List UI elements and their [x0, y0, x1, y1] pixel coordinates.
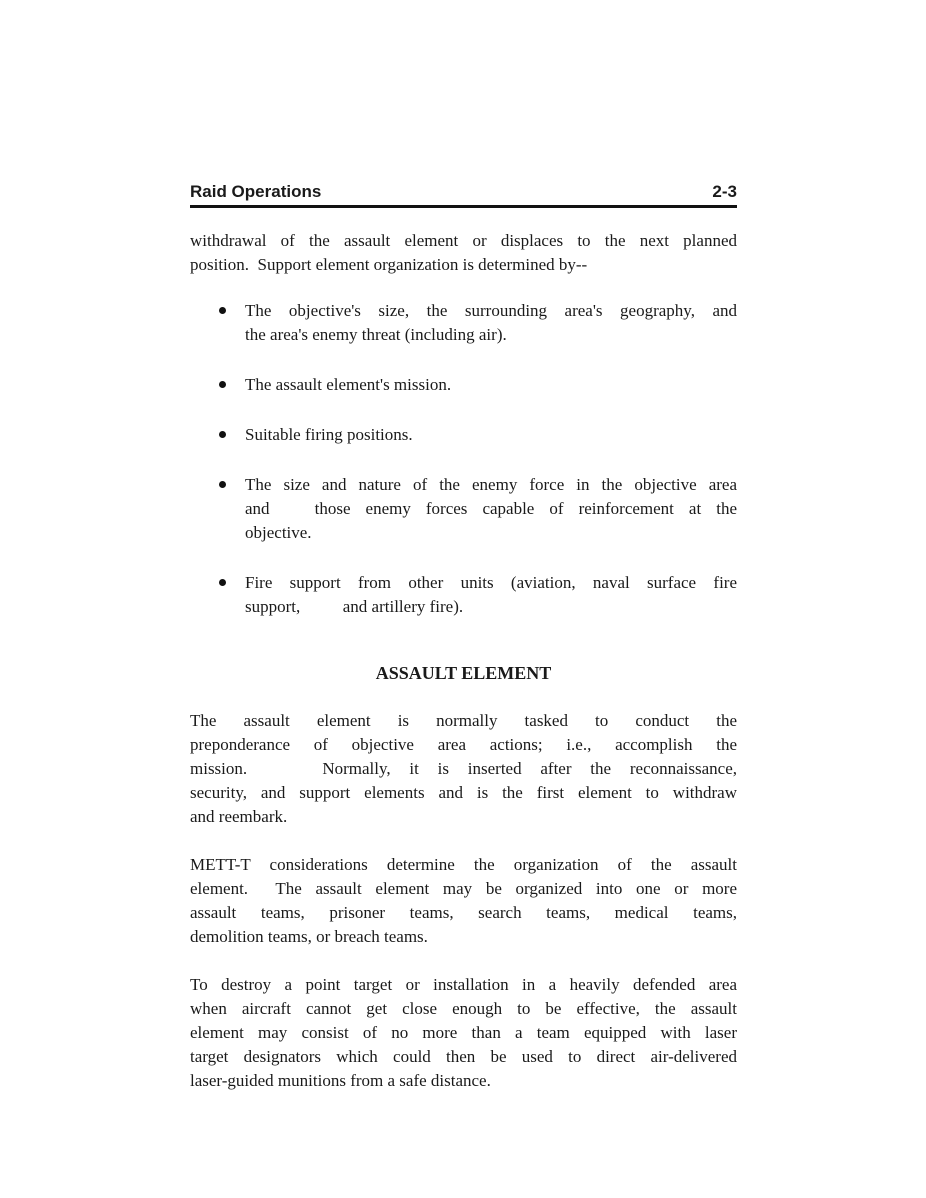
text-line: preponderance of objective area actions; i.e., accomplish the: [190, 735, 737, 754]
body-paragraph: [190, 973, 737, 1093]
text-line: element. The assault element may be organized into one or more: [190, 879, 737, 898]
text-line: METT-T considerations determine the organization of the assault: [190, 855, 737, 874]
bullet-list: [190, 299, 737, 619]
bullet-item: [190, 423, 737, 447]
text-line: mission. Normally, it is inserted after the reconnaissance,: [190, 759, 737, 778]
bullet-item: [190, 571, 737, 619]
text-line: element may consist of no more than a team equipped with laser: [190, 1023, 737, 1042]
bullet-icon: [219, 481, 226, 488]
section-heading: ASSAULT ELEMENT: [375, 663, 552, 683]
body-paragraph: [190, 853, 737, 949]
text-line: and those enemy forces capable of reinforcement at the: [245, 499, 737, 518]
text-line: support, and artillery fire).: [245, 597, 464, 616]
text-line: To destroy a point target or installation in a heavily defended area: [190, 975, 737, 994]
text-line: Suitable firing positions.: [245, 425, 413, 444]
header-title: Raid Operations: [190, 182, 322, 201]
text-line: position. Support element organization is determined by--: [190, 255, 588, 274]
page-header: [190, 182, 737, 208]
text-line: The assault element is normally tasked to conduct the: [190, 711, 737, 730]
bullet-icon: [219, 579, 226, 586]
text-line: The assault element's mission.: [245, 375, 452, 394]
text-line: target designators which could then be used to direct air-delivered: [190, 1047, 737, 1066]
bullet-icon: [219, 431, 226, 438]
bullet-item: [190, 473, 737, 545]
body-paragraph: [190, 709, 737, 829]
bullet-icon: [219, 307, 226, 314]
text-line: The size and nature of the enemy force in the objective area: [245, 475, 737, 494]
text-line: withdrawal of the assault element or displaces to the next planned: [190, 231, 737, 250]
bullet-icon: [219, 381, 226, 388]
text-line: The objective's size, the surrounding area's geography, and: [245, 301, 737, 320]
bullet-item: [190, 299, 737, 347]
text-line: laser-guided munitions from a safe distance.: [190, 1071, 491, 1090]
text-line: Fire support from other units (aviation, naval surface fire: [245, 573, 737, 592]
text-line: the area's enemy threat (including air).: [245, 325, 507, 344]
bullet-item: [190, 373, 737, 397]
intro-paragraph: [190, 229, 737, 277]
text-line: when aircraft cannot get close enough to be effective, the assault: [190, 999, 737, 1018]
text-line: demolition teams, or breach teams.: [190, 927, 428, 946]
text-line: assault teams, prisoner teams, search teams, medical teams,: [190, 903, 737, 922]
page-number: 2-3: [712, 182, 737, 201]
text-line: and reembark.: [190, 807, 288, 826]
text-line: security, and support elements and is the first element to withdraw: [190, 783, 737, 802]
text-line: objective.: [245, 523, 312, 542]
